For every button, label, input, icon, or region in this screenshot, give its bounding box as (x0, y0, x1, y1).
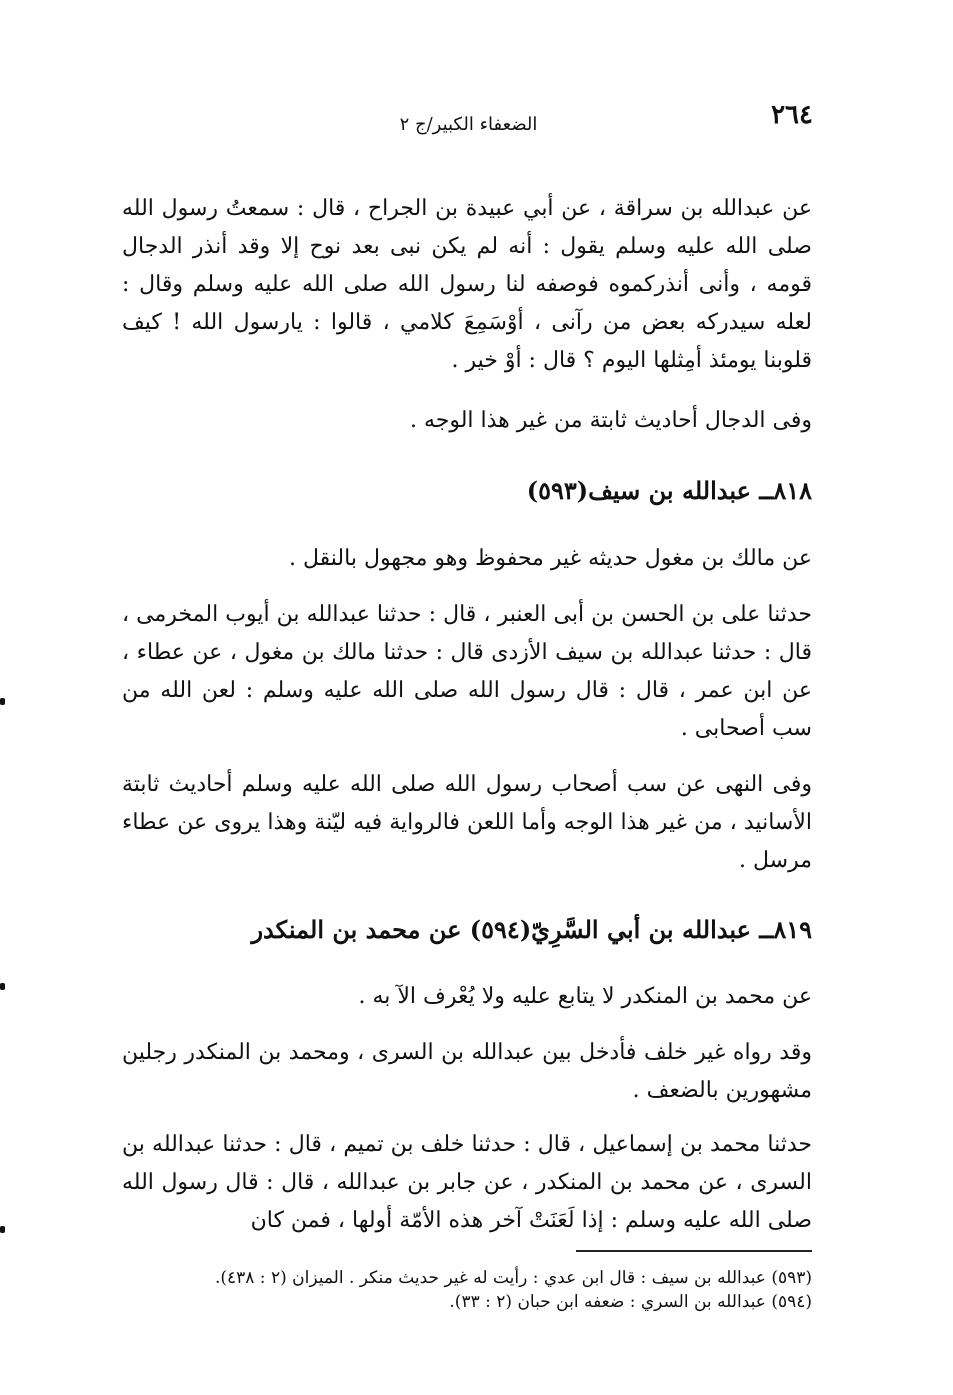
paragraph-text: عن مالك بن مغول حديثه غير محفوظ وهو مجهول بالنقل . (289, 546, 812, 571)
footnote-separator (576, 1250, 812, 1252)
paragraph-sahaba-note (122, 766, 812, 880)
paragraph-text: عن محمد بن المنكدر لا يتابع عليه ولا يُعْرف الآ به . (358, 984, 812, 1009)
paragraph-munkadir (122, 978, 812, 1016)
paragraph-text: وقد رواه غير خلف فأدخل بين عبدالله بن السرى ، ومحمد بن المنكدر رجلين مشهورين بالضعف . (122, 1040, 812, 1103)
paragraph-text: وفى الدجال أحاديث ثابتة من غير هذا الوجه . (409, 408, 812, 433)
entry-heading-819: ٨١٩ــ عبدالله بن أبي السَّرِيّ(٥٩٤) عن محمد بن المنكدر (251, 915, 812, 944)
paragraph-text: حدثنا على بن الحسن بن أبى العنبر ، قال : حدثنا عبدالله بن أيوب المخرمى ، قال : حدثنا عبدالله بن سيف الأزدى قال : حدثنا مالك بن مغول ، عن عطاء ، عن ابن عمر ، قال : قال رسول الله صلى الله عليه وسلم : لعن الله من سب أصحابى . (122, 602, 812, 741)
footnotes (112, 1266, 812, 1314)
running-title-text: الضعفاء الكبير/ج ٢ (399, 114, 538, 135)
page-header (0, 96, 953, 146)
paragraph-khalaf (122, 1034, 812, 1110)
paragraph-dajjal-note (122, 402, 812, 440)
margin-mark (0, 698, 5, 705)
footnote-593: (٥٩٣) عبدالله بن سيف : قال ابن عدي : رأيت له غير حديث منكر . الميزان (٢ : ٤٣٨). (214, 1268, 812, 1288)
footnote-594: (٥٩٤) عبدالله بن السري : ضعفه ابن حبان (٢ : ٣٣). (449, 1292, 812, 1312)
margin-mark (0, 1226, 5, 1233)
paragraph-text: حدثنا محمد بن إسماعيل ، قال : حدثنا خلف بن تميم ، قال : حدثنا عبدالله بن السرى ، عن محمد بن المنكدر ، عن جابر بن عبدالله ، قال : قال رسول الله صلى الله عليه وسلم : إذا لَعَنَتْ آخر هذه الأمّة أولها ، فمن كان (122, 1132, 812, 1233)
paragraph-isnad-819 (122, 1126, 812, 1240)
running-title (0, 114, 953, 135)
paragraph-text: عن عبدالله بن سراقة ، عن أبي عبيدة بن الجراح ، قال : سمعتُ رسول الله صلى الله عليه وسلم يقول : أنه لم يكن نبى بعد نوح إلا وقد أنذر الدجال قومه ، وأنى أنذركموه فوصفه لنا رسول الله صلى الله عليه وسلم وقال : لعله سيدركه بعض من رآنى ، أوْسَمِعَ كلامي ، قالوا : يارسول الله ! كيف قلوبنا يومئذ أمِثلها اليوم ؟ قال : أوْ خير . (122, 196, 812, 373)
entry-heading-818: ٨١٨ــ عبدالله بن سيف(٥٩٣) (526, 476, 812, 505)
page-number: ٢٦٤ (771, 100, 813, 130)
paragraph-malik (122, 540, 812, 578)
margin-mark (0, 983, 5, 990)
paragraph-hadith-dajjal (122, 190, 812, 380)
paragraph-isnad-818 (122, 596, 812, 748)
paragraph-text: وفى النهى عن سب أصحاب رسول الله صلى الله عليه وسلم أحاديث ثابتة الأسانيد ، من غير هذا الوجه وأما اللعن فالرواية فيه ليّنة وهذا يروى عن عطاء مرسل . (122, 772, 812, 873)
